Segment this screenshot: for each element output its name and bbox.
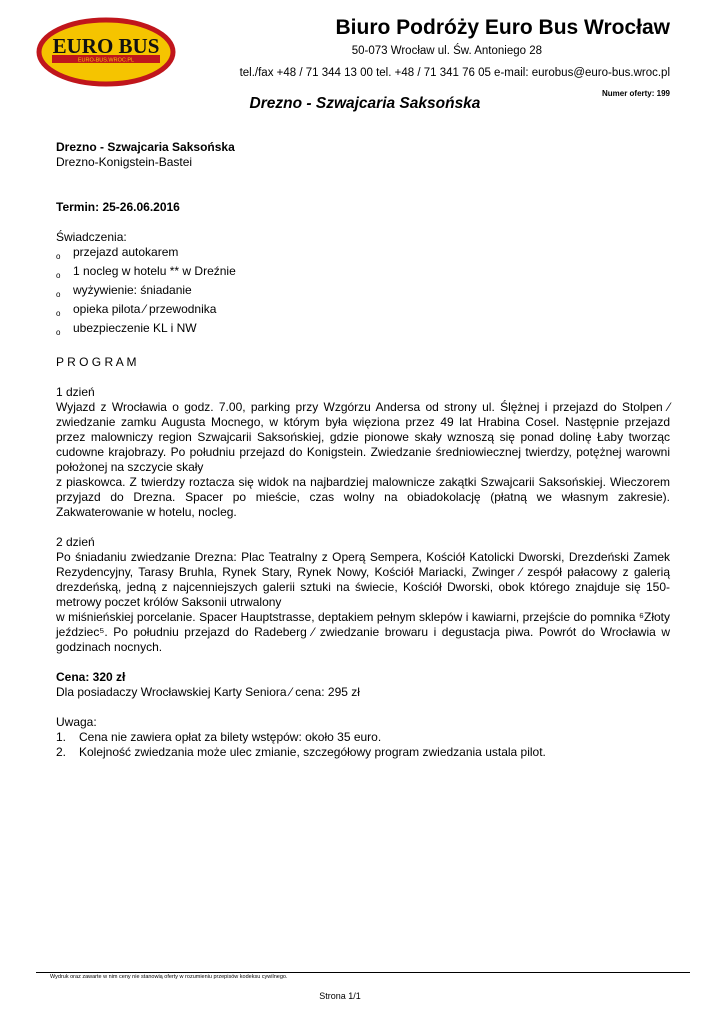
services-label: Świadczenia: <box>56 230 127 244</box>
bullet-marker: o <box>56 328 61 337</box>
day1-paragraph-2: z piaskowca. Z twierdzy roztacza się widok na najbardziej malownicze zakątki Szwajcarii Saksońskiej. Wieczorem przyjazd do Drezna. Spacer po mieście, czas wolny na obiadokolację (płatną we własnym zakresie). Zakwaterowanie w hotelu, nocleg. <box>56 475 670 519</box>
trip-route: Drezno-Konigstein-Bastei <box>56 155 193 169</box>
price: Cena: 320 zł <box>56 670 126 684</box>
note-text: Cena nie zawiera opłat za bilety wstępów: około 35 euro. <box>79 730 382 744</box>
service-item <box>56 283 670 302</box>
euro-bus-logo <box>36 17 176 87</box>
offer-title: Drezno - Szwajcaria Saksońska <box>249 95 481 112</box>
note-text: Kolejność zwiedzania może ulec zmianie, szczegółowy program zwiedzania ustala pilot. <box>79 745 546 759</box>
note-item <box>56 730 670 745</box>
program-label: P R O G R A M <box>56 355 137 369</box>
company-name: Biuro Podróży Euro Bus Wrocław <box>335 16 670 39</box>
day1-label: 1 dzień <box>56 385 95 399</box>
note-number: 2. <box>56 745 67 759</box>
offer-number: Numer oferty: 199 <box>601 89 670 98</box>
bullet-marker: o <box>56 252 61 261</box>
day2-paragraph-2: w miśnieńskiej porcelanie. Spacer Hauptstrasse, deptakiem pełnym sklepów i kawiarni, przejście do pomnika ⁶Złoty jeździec⁵. Po południu przejazd do Radeberg ⁄ zwiedzanie browaru i degustacja piwa. Powrót do Wrocławia w godzinach nocnych. <box>56 610 670 654</box>
bullet-marker: o <box>56 271 61 280</box>
service-text: ubezpieczenie KL i NW <box>73 321 197 335</box>
trip-term: Termin: 25-26.06.2016 <box>56 200 180 214</box>
service-text: 1 nocleg w hotelu ** w Dreźnie <box>73 264 236 278</box>
logo-text: EURO BUS <box>52 34 160 58</box>
bullet-marker: o <box>56 290 61 299</box>
service-item <box>56 321 670 340</box>
service-item <box>56 245 670 264</box>
service-item <box>56 302 670 321</box>
day1-paragraph-1: Wyjazd z Wrocławia o godz. 7.00, parking przy Wzgórzu Andersa od strony ul. Ślężnej i przejazd do Stolpen ⁄ zwiedzanie zamku Augusta Mocnego, w którym była więziona przez 49 lat Hrabina Cosel. Następnie przejazd przez malowniczy region Szwajcarii Saksońskiej, gdzie pionowe skały wznoszą się ponad dolinę Łaby tworząc cudowne krajobrazy. Po południu przejazd do Konigstein. Zwiedzanie średniowiecznej twierdzy, potężnej warowni położonej na szczycie skały <box>56 400 670 474</box>
trip-name: Drezno - Szwajcaria Saksońska <box>56 140 235 154</box>
logo-subtext: EURO-BUS.WROC.PL <box>77 57 135 64</box>
senior-price: Dla posiadaczy Wrocławskiej Karty Seniora ⁄ cena: 295 zł <box>56 685 360 699</box>
service-item <box>56 264 670 283</box>
day2-label: 2 dzień <box>56 535 95 549</box>
footer-divider <box>36 972 690 973</box>
notes-label: Uwaga: <box>56 715 97 729</box>
day2-paragraph-1: Po śniadaniu zwiedzanie Drezna: Plac Teatralny z Operą Sempera, Kościół Katolicki Dworski, Drezdeński Zamek Rezydencyjny, Tarasy Bruhla, Rynek Stary, Rynek Nowy, Kościół Mariacki, Zwinger ⁄ zespół pałacowy z galerią drezdeńską, jedną z najcenniejszych galerii sztuki na świecie, Kościół Dworski, obok którego znajduje się 150-metrowy poczet królów Saksonii utrwalony <box>56 550 670 609</box>
company-address: 50-073 Wrocław ul. Św. Antoniego 28 <box>351 45 542 57</box>
note-number: 1. <box>56 730 67 744</box>
service-text: wyżywienie: śniadanie <box>73 283 192 297</box>
offer-content <box>56 140 670 760</box>
service-text: opieka pilota ⁄ przewodnika <box>73 302 217 316</box>
service-text: przejazd autokarem <box>73 245 179 259</box>
company-contact: tel./fax +48 / 71 344 13 00 tel. +48 / 71 341 76 05 e-mail: eurobus@euro-bus.wroc.pl <box>239 67 670 79</box>
page-number: Strona 1/1 <box>319 991 361 1001</box>
footer-disclaimer: Wydruk oraz zawarte w nim ceny nie stanowią oferty w rozumieniu przepisów kodeksu cywilnego. <box>50 974 288 980</box>
note-item <box>56 745 670 760</box>
bullet-marker: o <box>56 309 61 318</box>
